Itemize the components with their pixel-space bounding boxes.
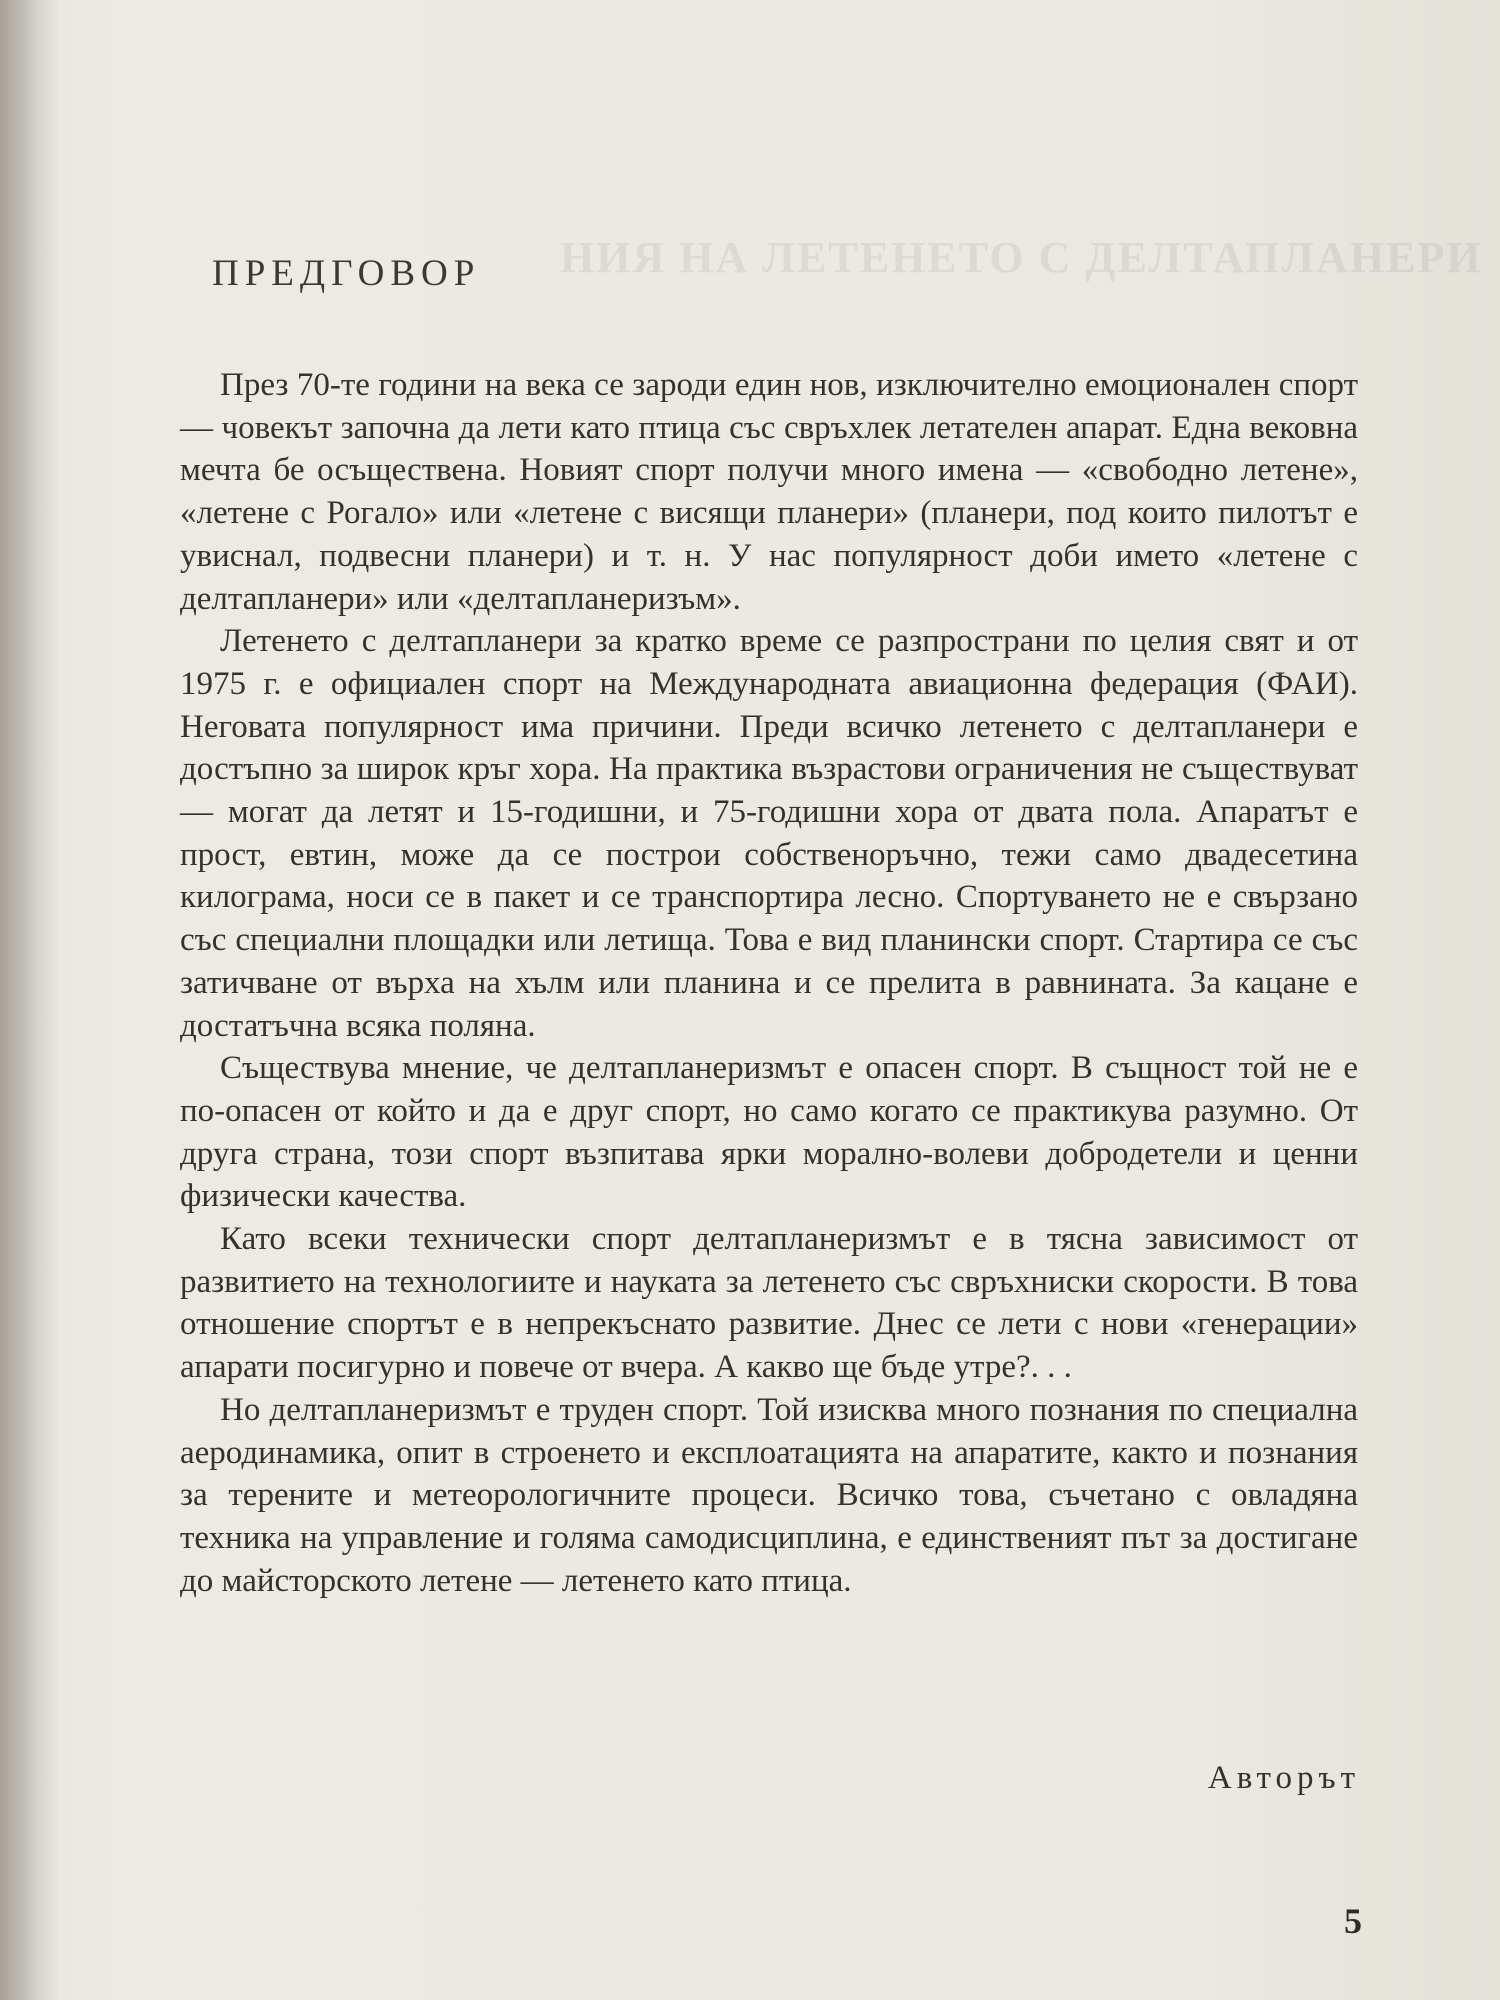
paragraph-5: Но делтапланеризмът е труден спорт. Той изисква много познания по специална аеродинамика, опит в строенето и експлоатацията на апаратите, както и познания за терените и метеорологичните процеси. Всичко това, съчетано с овладяна техника на управление и голяма самодисциплина, е единственият път за достигане до майсторското летене — летенето като птица. bbox=[180, 1391, 1358, 1599]
preface-body bbox=[180, 364, 1358, 1602]
page-heading: ПРЕДГОВОР bbox=[212, 253, 481, 294]
gutter-shadow bbox=[0, 0, 60, 2000]
paragraph-3: Съществува мнение, че делтапланеризмът е опасен спорт. В същност той не е по-опасен от който и да е друг спорт, но само когато се практикува разумно. От друга страна, този спорт възпитава ярки морално-волеви добродетели и ценни физически качества. bbox=[180, 1050, 1358, 1215]
page-number: 5 bbox=[1344, 1901, 1362, 1941]
show-through-text: НИЯ НА ЛЕТЕНЕТО С ДЕЛТАПЛАНЕРИ bbox=[560, 233, 1483, 282]
paragraph-4: Като всеки технически спорт делтапланеризмът е в тясна зависимост от развитието на технологиите и науката за летенето със свръхниски скорости. В това отношение спортът е в непрекъснато развитие. Днес се лети с нови «генерации» апарати посигурно и повече от вчера. А какво ще бъде утре?. . . bbox=[180, 1221, 1358, 1386]
paragraph-2: Летенето с делтапланери за кратко време се разпространи по целия свят и от 1975 г. е официален спорт на Международната авиационна федерация (ФАИ). Неговата популярност има причини. Преди всичко летенето с делтапланери е достъпно за широк кръг хора. На практика възрастови ограничения не съществуват — могат да летят и 15-годишни, и 75-годишни хора от двата пола. Апаратът е прост, евтин, може да се построи собственоръчно, тежи само двадесетина килограма, носи се в пакет и се транспортира лесно. Спортуването не е свързано със специални площадки или летища. Това е вид планински спорт. Стартира се със затичване от върха на хълм или планина и се прелита в равнината. За кацане е достатъчна всяка поляна. bbox=[180, 623, 1358, 1044]
paragraph-1: През 70-те години на века се зароди един нов, изключително емоционален спорт — човекът започна да лети като птица със свръхлек летателен апарат. Една вековна мечта бе осъществена. Новият спорт получи много имена — «свободно летене», «летене с Рогало» или «летене с висящи планери» (планери, под които пилотът е увиснал, подвесни планери) и т. н. У нас популярност доби името «летене с делтапланери» или «делтапланеризъм». bbox=[180, 367, 1358, 617]
author-signature: Авторът bbox=[1207, 1760, 1360, 1796]
